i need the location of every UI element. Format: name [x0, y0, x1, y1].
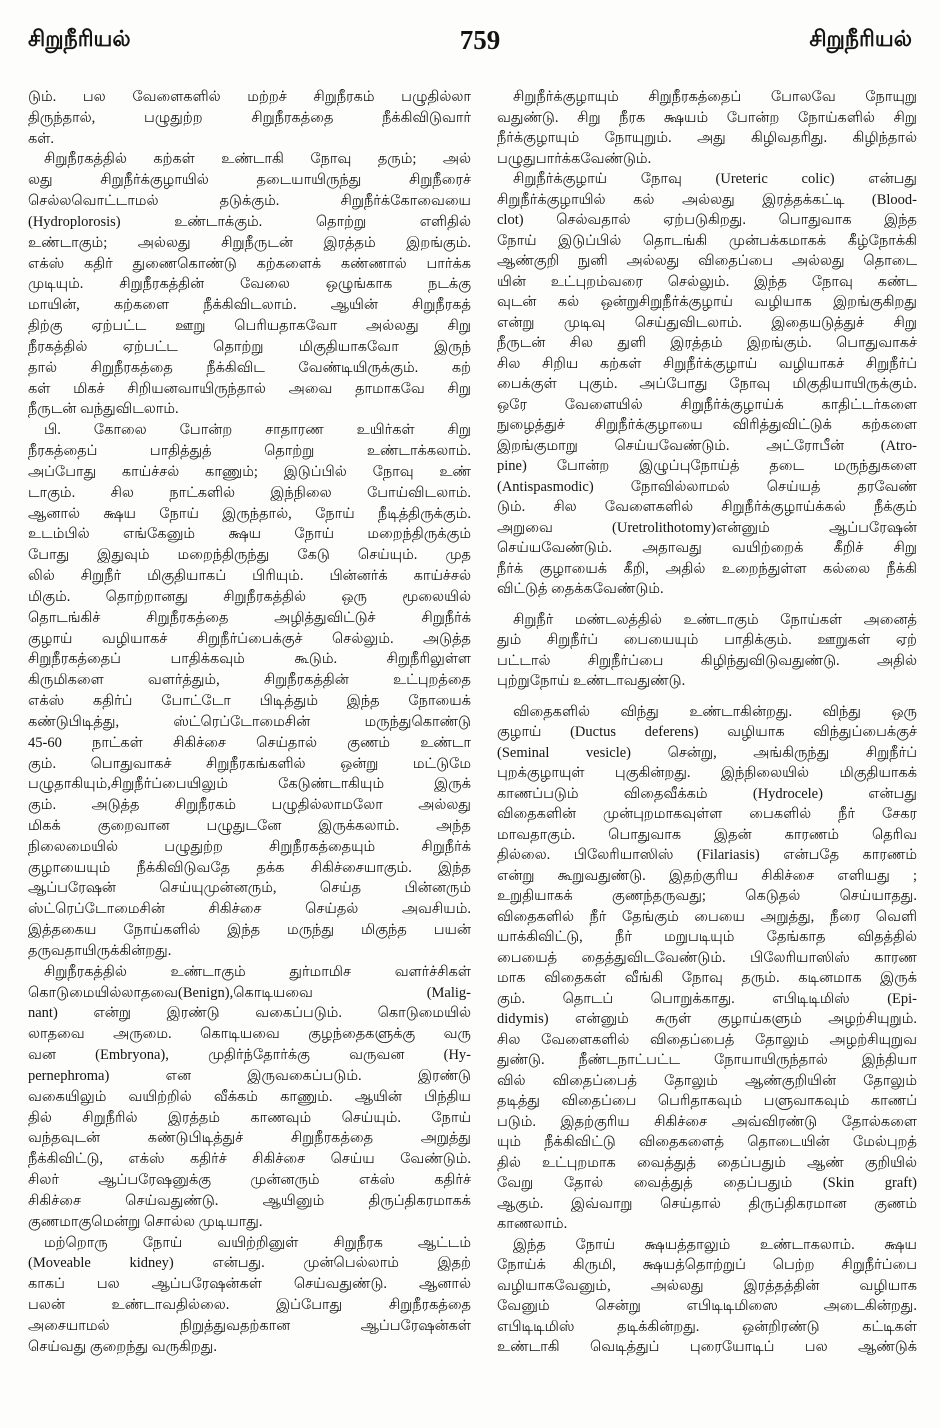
text-line: சிறுநீர்க்குழாய் நோவு (Ureteric colic) என்பது — [513, 171, 917, 187]
text-line: தருவதாயிருக்கின்றது. — [28, 942, 172, 959]
text-line: கும். அடுத்த சிறுநீரகம் பழுதில்லாமலோ அல்லது — [28, 797, 471, 814]
text-line: (Seminal vesicle) சென்று, அங்கிருந்து சிறுநீர்ப் — [497, 744, 917, 761]
text-line: முடியும். சிறுநீரகத்தின் வேலை ஒழுங்காக நடக்கு — [28, 276, 471, 293]
text-line: நீருடன் வந்துவிடலாம். — [28, 401, 179, 418]
text-line: ஆப்பரேஷன் செய்யுமுன்னரும், செய்த பின்னரும் — [28, 880, 471, 897]
text-line: விதைகளில் விந்து உண்டாகின்றது. விந்து ஒரு — [513, 703, 917, 720]
text-line: பட்டால் சிறுநீர்ப்பை கிழிந்துவிடுவதுண்டு. அதில் — [497, 652, 917, 669]
text-line: காகப் பல ஆப்பரேஷன்கள் செய்வதுண்டு. ஆனால் — [28, 1276, 471, 1293]
text-line: வன (Embryona), முதிர்ந்தோர்க்கு வருவன (Hy- — [28, 1047, 471, 1064]
text-line: இறங்குமாறு செய்யவேண்டும். அட்ரோபீன் (Atro- — [497, 437, 917, 454]
paragraph — [497, 702, 917, 1235]
text-line: யின் உட்புறம்வரை செல்லும். இந்த நோவு கண்ட — [497, 273, 917, 290]
text-line: நீருடன் சில துளி இரத்தம் இறங்கும். பொதுவாகச் — [497, 335, 917, 351]
text-line: எபிடிடிமிஸ் தடிக்கின்றது. ஒன்றிரண்டு கட்டிகள் — [497, 1318, 917, 1335]
text-line: கும். தொடப் பொறுக்காது. எபிடிடிமிஸ் (Epi- — [497, 990, 917, 1007]
text-line: வில் விதைப்பைத் தோலும் ஆண்குறியின் தோலும் — [497, 1072, 917, 1089]
text-line: சிகிச்சை செய்வதுண்டு. ஆயினும் திருப்திகரமாகக் — [28, 1192, 471, 1209]
text-line: என்று முடிவு செய்துவிடலாம். இதையடுத்துச் சிறு — [497, 314, 917, 331]
text-line: ஆகும். இவ்வாறு செய்தால் திருப்திகரமான குணம் — [497, 1195, 917, 1212]
text-line: மற்றொரு நோய் வயிற்றினுள் சிறுநீரக ஆட்டம் — [44, 1234, 471, 1251]
text-line: நோய்க் கிருமி, க்ஷயத்தொற்றுப் பெற்ற சிறுநீர்ப்பை — [497, 1257, 917, 1273]
text-line: பலன் உண்டாவதில்லை. இப்போது சிறுநீரகத்தை — [28, 1297, 471, 1314]
page-number: 759 — [459, 25, 501, 55]
text-line: சிறுநீர் மண்டலத்தில் உண்டாகும் நோய்கள் அனைத் — [513, 611, 917, 628]
text-line: தால் சிறுநீரகத்தை நீக்கிவிட வேண்டியிருக்கும். கற் — [28, 359, 471, 376]
text-line: கிருமிகளை வளர்த்தும், சிறுநீரகத்தின் உட்புறத்தை — [28, 672, 471, 689]
text-line: துண்டு. நீண்டநாட்பட்ட நோயாயிருந்தால் இந்தியா — [497, 1052, 917, 1068]
text-line: பழுதுபார்க்கவேண்டும். — [497, 150, 652, 167]
text-line: தில் சிறுநீரில் இரத்தம் காணவும் செய்யும். நோய் — [28, 1109, 471, 1126]
text-line: விதைகளின் முன்புறமாகவுள்ள பைகளில் நீர் சேகர — [497, 806, 917, 822]
text-line: லது சிறுநீர்க்குழாயில் தடையாயிருந்து சிறுநீரைச் — [28, 172, 471, 189]
text-line: அப்போது காய்ச்சல் காணும்; இடுப்பில் நோவு உண் — [28, 463, 471, 480]
text-line: நீரகத்தில் ஏற்பட்ட தொற்று மிகுதியாகவோ இருந் — [28, 338, 471, 355]
text-line: குணமாகுமென்று சொல்ல முடியாது. — [28, 1213, 263, 1230]
text-line: செய்வது குறைந்து வருகிறது. — [28, 1338, 217, 1355]
text-line: செய்யவேண்டும். அதாவது வயிற்றைக் கீறிச் சிறு — [497, 540, 917, 556]
text-line: clot) செல்வதால் ஏற்படுகிறது. பொதுவாக இந்த — [497, 212, 917, 228]
text-line: (Hydroplorosis) உண்டாக்கும். தொற்று எளிதில் — [28, 213, 471, 230]
text-line: வழியாகவேனும், அல்லது இரத்தத்தின் வழியாக — [497, 1277, 917, 1294]
text-line: வதுண்டு. சிறு நீரக க்ஷயம் போன்ற நோய்களில் சிறு — [497, 109, 917, 126]
text-line: படும். இதற்குரிய சிகிச்சை அவ்விரண்டு தோல்களை — [497, 1113, 917, 1130]
text-line: பையைத் தைத்துவிடவேண்டும். பிலேரியாஸிஸ் காரண — [497, 949, 917, 966]
text-line: உண்டாகும்; அல்லது சிறுநீருடன் இரத்தம் இறங்கும். — [28, 234, 471, 251]
paragraph — [28, 1233, 471, 1358]
text-line: கும். பொதுவாகச் சிறுநீரகங்களில் ஒன்று மட்டுமே — [28, 755, 471, 772]
text-line: திருந்தால், பழுதுற்ற சிறுநீரகத்தை நீக்கிவிடுவார் — [28, 109, 471, 126]
text-line: ஒரே வேளையில் சிறுநீர்க்குழாய்க் காதிட்டர்களை — [497, 396, 917, 413]
text-line: யாக்கிவிட்டு, நீர் மறுபடியும் தேங்காத விதத்தில் — [497, 929, 917, 945]
text-line: தில்லை. பிலேரியாஸிஸ் (Filariasis) என்பதே காரணம் — [497, 847, 917, 863]
text-line: ஸ்ட்ரெப்டோமைசின் சிகிச்சை செய்தல் அவசியம். — [28, 901, 471, 918]
text-line: வேனும் சென்று எபிடிடிமிஸை அடைகின்றது. — [497, 1298, 917, 1314]
text-line: தும் சிறுநீர்ப் பையையும் பாதிக்கும். ஊறுகள் ஏற் — [497, 632, 917, 648]
text-line: (Antispasmodic) நோவில்லாமல் செய்யத் தரவேண் — [497, 478, 917, 495]
text-line: கள் மிகச் சிறியனவாயிருந்தால் அவை தாமாகவே சிறு — [28, 380, 471, 397]
running-head-right: சிறுநீரியல் — [809, 27, 912, 52]
text-line: 45-60 நாட்கள் சிகிச்சை செய்தால் குணம் உண்டா — [28, 734, 471, 751]
right-column — [497, 87, 917, 1358]
text-line: சிலர் ஆப்பரேஷனுக்கு முன்னரும் எக்ஸ் கதிர்ச் — [28, 1172, 471, 1189]
text-line: என்று கூறுவதுண்டு. இதற்குரிய சிகிச்சை எளியது ; — [497, 867, 917, 884]
text-line: மிகக் குறைவான பழுதுடனே இருக்கலாம். அந்த — [28, 817, 471, 834]
text-line: தடித்து விதைப்பை பெரிதாகவும் பளுவாகவும் காணப் — [497, 1093, 917, 1109]
paragraph — [497, 1235, 917, 1358]
paragraph — [497, 87, 917, 169]
text-line: சிறுநீரகத்தில் கற்கள் உண்டாகி நோவு தரும்; அல் — [44, 151, 471, 168]
text-line: சிறுநீர்க்குழாயில் கல் அல்லது இரத்தக்கட்டி (Blood- — [497, 191, 917, 208]
text-line: டும். பல வேளைகளில் மற்றச் சிறுநீரகம் பழுதில்லா — [28, 89, 471, 105]
text-line: கொடுமையில்லாதவை(Benign),கொடியவை (Malig- — [28, 984, 471, 1001]
text-line: ஆனால் க்ஷய நோய் இருந்தால், நோய் நீடித்திருக்கும். — [28, 505, 471, 522]
left-column — [28, 87, 471, 1358]
paragraph — [28, 87, 471, 149]
text-line: டாகும். சில நாட்களில் இந்நிலை போய்விடலாம். — [28, 484, 471, 501]
text-line: வேறு தோல் வைத்துத் தைப்பதும் (Skin graft) — [497, 1175, 917, 1191]
text-line: செல்லவொட்டாமல் தடுக்கும். சிறுநீர்க்கோவையை — [28, 193, 471, 210]
text-line: விட்டுத் தைக்கவேண்டும். — [497, 581, 664, 597]
text-line: பி. கோலை போன்ற சாதாரண உயிர்கள் சிறு — [44, 422, 471, 439]
text-line: கள். — [28, 130, 54, 147]
text-line: நீரகத்தைப் பாதித்துத் தொற்று உண்டாக்கலாம். — [28, 443, 471, 460]
text-line: தில் உட்புறமாக வைத்துத் தைப்பதும் ஆண் குறியில் — [497, 1154, 917, 1171]
text-line: லாதவை அருமை. கொடியவை குழந்தைகளுக்கு வரு — [28, 1026, 471, 1043]
text-line: didymis) என்னும் சுருள் குழாய்களும் அழற்சியுறும். — [497, 1011, 917, 1027]
text-line: புற்றுநோய் உண்டாவதுண்டு. — [497, 673, 686, 689]
text-line: இந்த நோய் க்ஷயத்தாலும் உண்டாகலாம். க்ஷய — [513, 1236, 917, 1253]
text-line: விதைகளில் நீர் தேங்கும் பையை அறுத்து, நீரை வெளி — [497, 908, 917, 925]
text-line: தொடங்கிச் சிறுநீரகத்தை அழித்துவிட்டுச் சிறுநீர்க் — [28, 609, 471, 626]
text-line: நிலைமையில் பழுதுற்ற சிறுநீரகத்தையும் சிறுநீர்க் — [28, 838, 471, 855]
text-line: நீர்க் குழாயைக் கீறி, அதில் உறைந்துள்ள கல்லை நீக்கி — [497, 560, 917, 577]
text-line: காணப்படும் விதைவீக்கம் (Hydrocele) என்பது — [497, 785, 917, 802]
text-line: அறுவை (Uretrolithotomy)என்னும் ஆப்பரேஷன் — [497, 519, 917, 536]
paragraph — [28, 149, 471, 420]
text-line: அசையாமல் நிறுத்துவதற்கான ஆப்பரேஷன்கள் — [28, 1317, 471, 1334]
text-line: புறக்குழாயுள் புகுகின்றது. இந்நிலையில் மிகுதியாகக் — [497, 765, 917, 781]
text-line: நீக்கிவிட்டு, எக்ஸ் கதிர்ச் சிகிச்சை செய்ய வேண்டும். — [28, 1151, 471, 1168]
text-line: லில் சிறுநீர் மிகுதியாகப் பிரியும். பின்னர்க் காய்ச்சல் — [28, 568, 471, 585]
text-line: யும் நீக்கிவிட்டு விதைகளைத் தொடையின் மேல்புறத் — [497, 1134, 917, 1150]
text-line: கண்டுபிடித்து, ஸ்ட்ரெப்டோமைசின் மருந்துகொண்டு — [28, 713, 471, 730]
text-line: சிறுநீர்க்குழாயும் சிறுநீரகத்தைப் போலவே நோயுறு — [513, 89, 917, 105]
text-line: எக்ஸ் கதிர்ப் போட்டோ பிடித்தும் இந்த நோயைக் — [28, 693, 471, 710]
text-line: சிறுநீரகத்தில் உண்டாகும் துர்மாமிச வளர்ச்சிகள் — [44, 963, 471, 980]
paragraph — [28, 962, 471, 1233]
text-line: வந்தவுடன் கண்டுபிடித்துச் சிறுநீரகத்தை அறுத்து — [28, 1130, 471, 1147]
text-line: பழுதாகியும்,சிறுநீர்ப்பையிலும் கேடுண்டாகியும் இருக் — [28, 776, 471, 793]
paragraph — [497, 169, 917, 600]
text-line: உண்டாகி வெடித்துப் புரையோடிப் பல ஆண்டுக் — [497, 1339, 917, 1355]
text-line: குழாய் வழியாகச் சிறுநீர்ப்பைக்குச் செல்லும். அடுத்த — [28, 630, 471, 647]
text-line: குழாய் (Ductus deferens) வழியாக விந்துப்பைக்குச் — [497, 724, 917, 740]
text-line: எக்ஸ் கதிர் துணைகொண்டு கற்களைக் கண்ணால் பார்க்க — [28, 255, 471, 272]
text-line: நுழைத்துச் சிறுநீர்க்குழாயை விரித்துவிட்டுக் கற்களை — [497, 417, 917, 433]
text-line: உடம்பில் எங்கேனும் க்ஷய நோய் மறைந்திருக்கும் — [28, 526, 471, 543]
text-line: சில சிறிய கற்கள் சிறுநீர்க்குழாய் வழியாகச் சிறுநீர்ப் — [497, 355, 917, 372]
text-line: பைக்குள் புகும். அப்போது நோவு மிகுதியாயிருக்கும். — [497, 376, 917, 392]
text-line: (Moveable kidney) என்பது. முன்பெல்லாம் இதற் — [28, 1255, 471, 1272]
text-line: வுடன் கல் ஒன்றுசிறுநீர்க்குழாய் வழியாக இறங்குகிறது — [497, 294, 917, 310]
text-line: உறுதியாகக் குணந்தருவது; கெடுதல் செய்யாதது. — [497, 888, 917, 904]
text-line: நீர்க்குழாயும் நோயுறும். அது கிழிவதரிது. கிழிந்தால் — [497, 130, 917, 146]
paragraph — [28, 420, 471, 962]
text-line: காணலாம். — [497, 1216, 568, 1232]
text-line: ஆண்குறி நுனி அல்லது விதைப்பை அல்லது தொடை — [497, 253, 917, 269]
paragraph — [497, 610, 917, 692]
text-line: pernephroma) என இருவகைப்படும். இரண்டு — [28, 1067, 471, 1084]
text-line: குழாயையும் நீக்கிவிடுவதே தக்க சிகிச்சையாகும். இந்த — [28, 859, 471, 876]
text-line: இத்தகைய நோய்களில் இந்த மருந்து மிகுந்த பயன் — [28, 922, 471, 939]
text-line: சிறுநீரகத்தைப் பாதிக்கவும் கூடும். சிறுநீரிலுள்ள — [28, 651, 471, 668]
text-line: நோய் இடுப்பில் தொடங்கி முன்பக்கமாகக் கீழ்நோக்கி — [497, 232, 917, 249]
text-line: வகையிலும் வயிற்றில் வீக்கம் காணும். ஆயின் பிந்திய — [28, 1088, 471, 1105]
text-line: மாயின், கற்களை நீக்கிவிடலாம். ஆயின் சிறுநீரகத் — [28, 297, 471, 314]
text-line: மாக விதைகள் வீங்கி நோவு தரும். கடினமாக இருக் — [497, 970, 917, 986]
text-line: மாவதாகும். பொதுவாக இதன் காரணம் தெரிவ — [497, 826, 917, 843]
text-line: சில வேளைகளில் விதைப்பைத் தோலும் அழற்சியுறுவ — [497, 1031, 917, 1048]
text-line: pine) போன்ற இழுப்புநோய்த் தடை மருந்துகளை — [497, 458, 917, 474]
running-head-left: சிறுநீரியல் — [28, 27, 131, 52]
text-line: டும். சில வேளைகளில் சிறுநீர்க்குழாய்க்கல் நீக்கும் — [497, 499, 917, 515]
text-line: nant) என்று இரண்டு வகைப்படும். கொடுமையில் — [28, 1005, 471, 1022]
text-line: மிகும். தொற்றானது சிறுநீரகத்தில் ஒரு மூலையில் — [28, 588, 471, 605]
text-line: திற்கு ஏற்பட்ட ஊறு பெரியதாகவோ அல்லது சிறு — [28, 318, 471, 335]
text-line: போது இதுவும் மறைந்திருந்து கேடு செய்யும். முத — [28, 547, 471, 564]
